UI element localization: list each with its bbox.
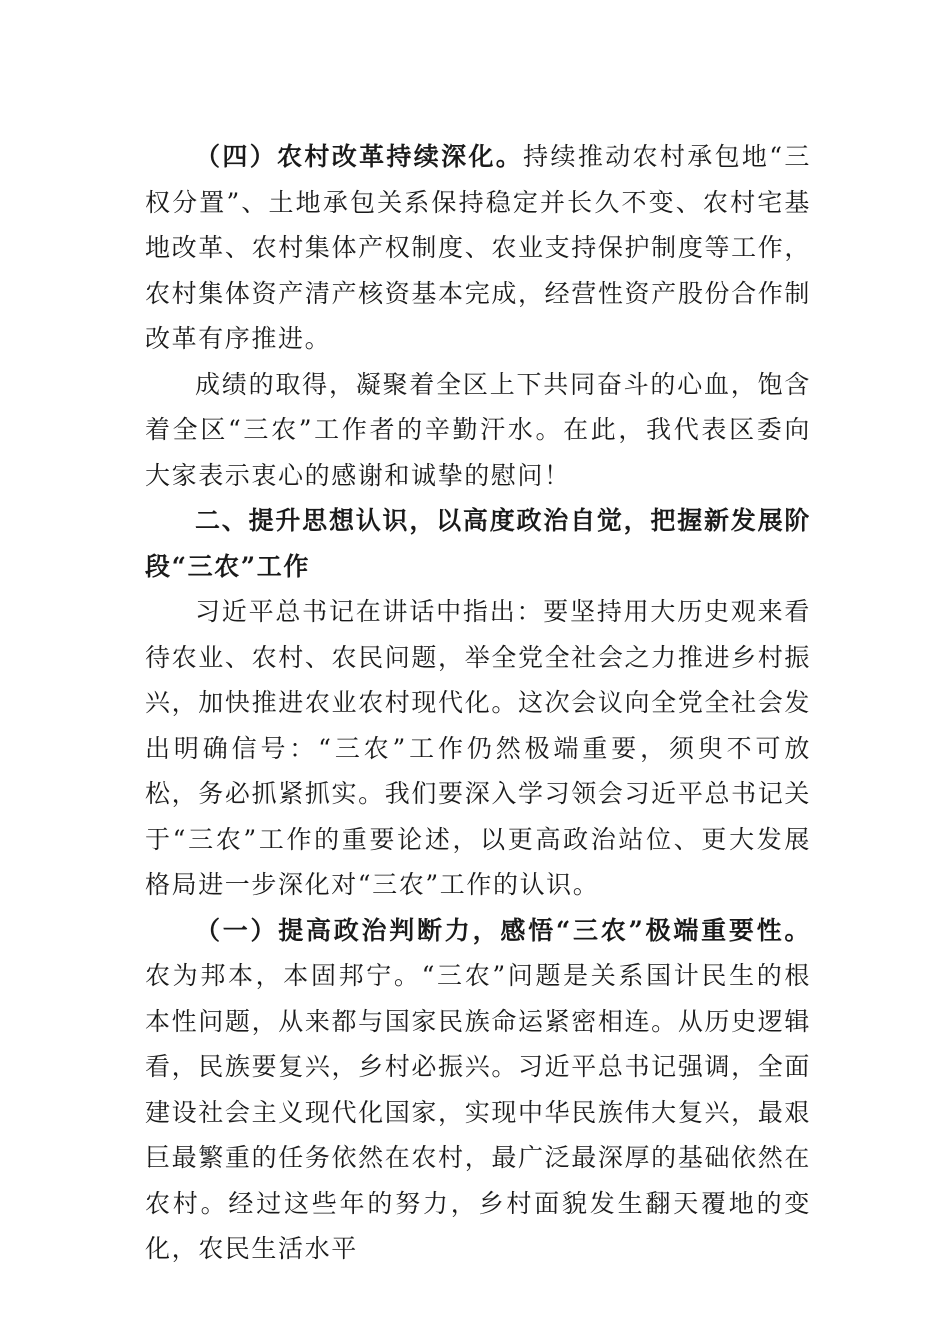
paragraph-body: 成绩的取得，凝聚着全区上下共同奋斗的心血，饱含着全区“三农”工作者的辛勤汗水。在此，我代表区委向大家表示衷心的感谢和诚挚的慰问！ xyxy=(145,369,811,490)
document-page xyxy=(145,134,811,1272)
paragraph-body: 农为邦本，本固邦宁。“三农”问题是关系国计民生的根本性问题，从来都与国家民族命运紧密相连。从历史逻辑看，民族要复兴，乡村必振兴。习近平总书记强调，全面建设社会主义现代化国家，实现中华民族伟大复兴，最艰巨最繁重的任务依然在农村，最广泛最深厚的基础依然在农村。经过这些年的努力，乡村面貌发生翻天覆地的变化，农民生活水平 xyxy=(145,961,811,1263)
paragraph-political-judgment xyxy=(145,908,811,1272)
paragraph-speech-quote xyxy=(145,589,811,908)
paragraph-rural-reform xyxy=(145,134,811,362)
paragraph-body: 持续推动农村承包地“三权分置”、土地承包关系保持稳定并长久不变、农村宅基地改革、农村集体产权制度、农业支持保护制度等工作，农村集体资产清产核资基本完成，经营性资产股份合作制改革有序推进。 xyxy=(145,142,811,353)
paragraph-body: 习近平总书记在讲话中指出：要坚持用大历史观来看待农业、农村、农民问题，举全党全社会之力推进乡村振兴，加快推进农业农村现代化。这次会议向全党全社会发出明确信号：“三农”工作仍然极端重要，须臾不可放松，务必抓紧抓实。我们要深入学习领会习近平总书记关于“三农”工作的重要论述，以更高政治站位、更大发展格局进一步深化对“三农”工作的认识。 xyxy=(145,597,811,899)
paragraph-lead: （一）提高政治判断力，感悟“三农”极端重要性。 xyxy=(195,915,811,945)
paragraph-lead: （四）农村改革持续深化。 xyxy=(195,142,524,171)
section-heading: 二、提升思想认识，以高度政治自觉，把握新发展阶段“三农”工作 xyxy=(145,506,811,581)
paragraph-achievements xyxy=(145,362,811,499)
